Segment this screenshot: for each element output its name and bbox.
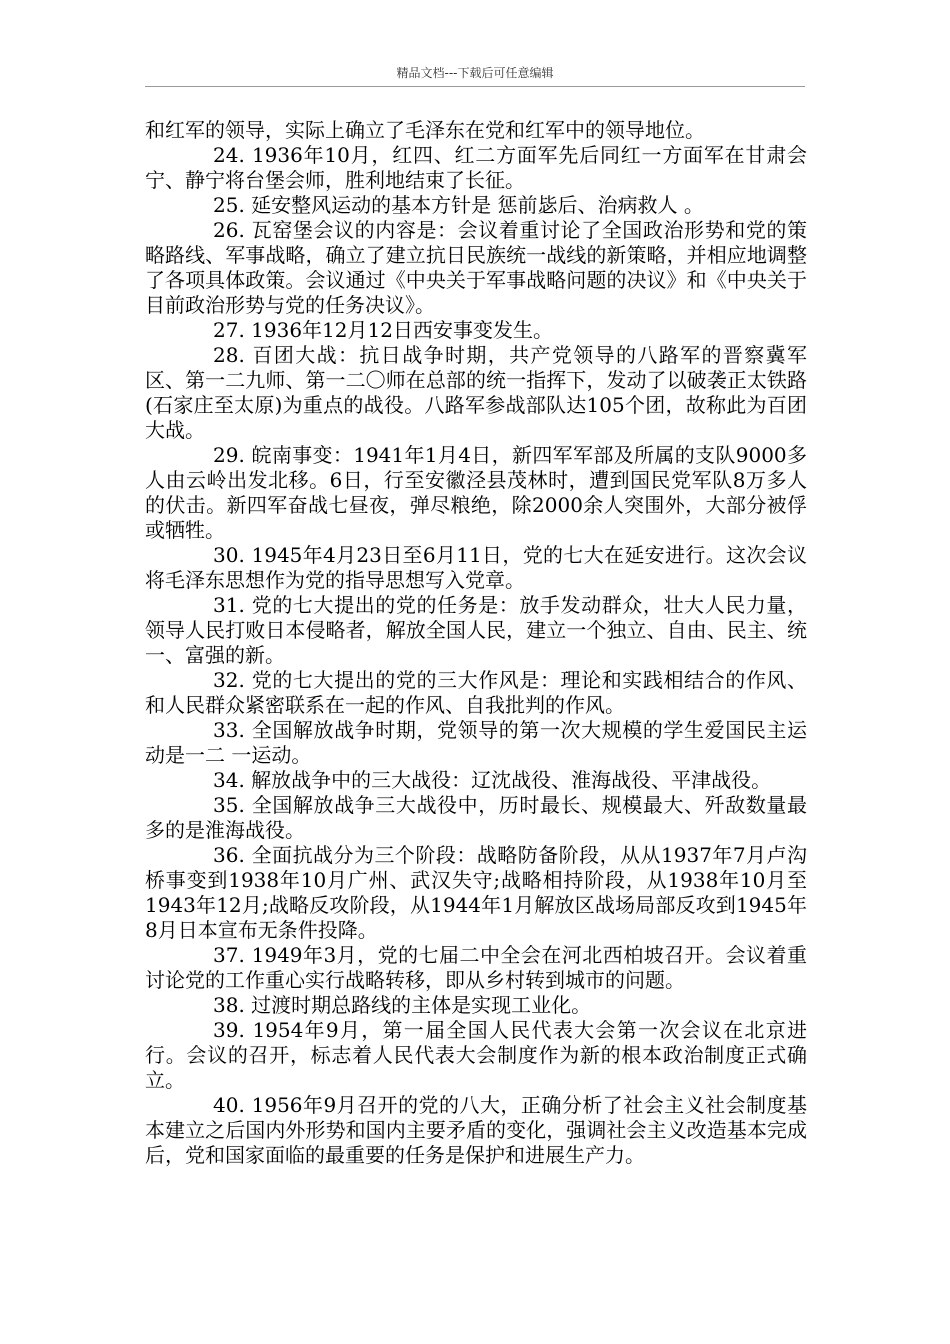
list-item: 28. 百团大战：抗日战争时期，共产党领导的八路军的晋察冀军区、第一二九师、第一二〇师在总部的统一指挥下，发动了以破袭正太铁路(石家庄至太原)为重点的战役。八路军参战部队达105个团，故称此为百团大战。 <box>145 343 807 442</box>
list-item: 38. 过渡时期总路线的主体是实现工业化。 <box>213 993 592 1017</box>
page-header: 精品文档---下载后可任意编辑 <box>396 66 554 80</box>
list-item: 39. 1954年9月，第一届全国人民代表大会第一次会议在北京进行。会议的召开，标志着人民代表大会制度作为新的根本政治制度正式确立。 <box>145 1018 807 1092</box>
list-item: 40. 1956年9月召开的党的八大，正确分析了社会主义社会制度基本建立之后国内外形势和国内主要矛盾的变化，强调社会主义改造基本完成后，党和国家面临的最重要的任务是保护和进展生产力。 <box>145 1093 807 1167</box>
list-item: 26. 瓦窑堡会议的内容是：会议着重讨论了全国政治形势和党的策略路线、军事战略，确立了建立抗日民族统一战线的新策略，并相应地调整了各项具体政策。会议通过《中央关于军事战略问题的决议》和《中央关于目前政治形势与党的任务决议》。 <box>145 218 807 317</box>
list-item: 32. 党的七大提出的党的三大作风是：理论和实践相结合的作风、和人民群众紧密联系在一起的作风、自我批判的作风。 <box>145 668 807 717</box>
list-item: 29. 皖南事变：1941年1月4日，新四军军部及所属的支队9000多人由云岭出发北移。6日，行至安徽泾县茂林时，遭到国民党军队8万多人的伏击。新四军奋战七昼夜，弹尽粮绝，除2000余人突围外，大部分被俘或牺牲。 <box>145 443 807 542</box>
lead-paragraph: 和红军的领导，实际上确立了毛泽东在党和红军中的领导地位。 <box>145 118 705 142</box>
header-divider <box>145 86 805 87</box>
list-item: 33. 全国解放战争时期，党领导的第一次大规模的学生爱国民主运动是一二 一运动。 <box>145 718 807 767</box>
list-item: 24. 1936年10月，红四、红二方面军先后同红一方面军在甘肃会宁、静宁将台堡会师，胜利地结束了长征。 <box>145 143 807 192</box>
list-item: 30. 1945年4月23日至6月11日，党的七大在延安进行。这次会议将毛泽东思想作为党的指导思想写入党章。 <box>145 543 807 592</box>
document-body <box>145 118 807 1168</box>
list-item: 34. 解放战争中的三大战役：辽沈战役、淮海战役、平津战役。 <box>213 768 772 792</box>
list-item: 36. 全面抗战分为三个阶段：战略防备阶段，从从1937年7月卢沟桥事变到1938年10月广州、武汉失守;战略相持阶段，从1938年10月至1943年12月;战略反攻阶段，从1944年1月解放区战场局部反攻到1945年8月日本宣布无条件投降。 <box>145 843 807 942</box>
list-item: 31. 党的七大提出的党的任务是：放手发动群众，壮大人民力量，领导人民打败日本侵略者，解放全国人民，建立一个独立、自由、民主、统一、富强的新。 <box>145 593 807 667</box>
list-item: 37. 1949年3月，党的七届二中全会在河北西柏坡召开。会议着重讨论党的工作重心实行战略转移，即从乡村转到城市的问题。 <box>145 943 807 992</box>
list-item: 35. 全国解放战争三大战役中，历时最长、规模最大、歼敌数量最多的是淮海战役。 <box>145 793 807 842</box>
list-item: 25. 延安整风运动的基本方针是 惩前毖后、治病救人 。 <box>213 193 704 217</box>
list-item: 27. 1936年12月12日西安事变发生。 <box>213 318 553 342</box>
